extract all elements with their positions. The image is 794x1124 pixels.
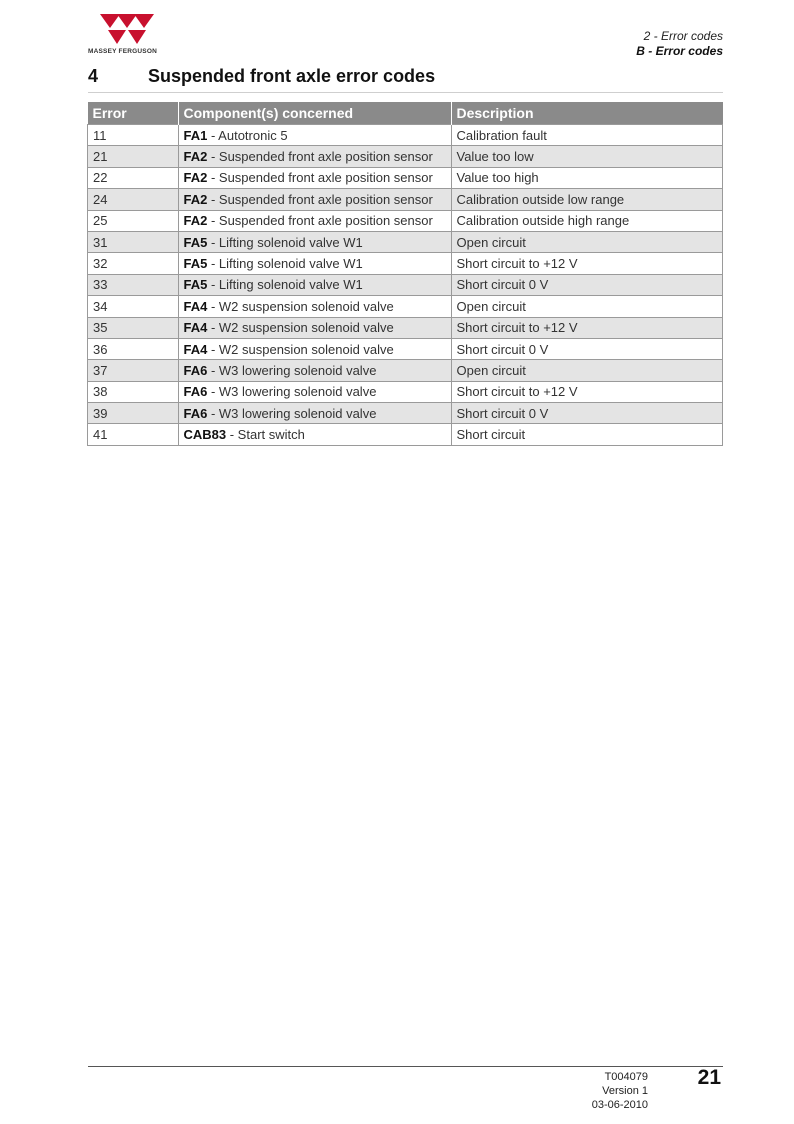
table-row (88, 189, 723, 210)
table-row (88, 210, 723, 231)
component-code: FA1 (183, 127, 208, 143)
header-description: Description (451, 102, 723, 125)
component-name: - W3 lowering solenoid valve (207, 362, 377, 378)
component-code: FA2 (183, 170, 208, 186)
page-number: 21 (697, 1066, 721, 1089)
component-name: - Suspended front axle position sensor (207, 149, 433, 165)
section-title: B - Error codes (636, 44, 723, 58)
component-name: - Autotronic 5 (207, 127, 288, 143)
table-row (88, 274, 723, 295)
component-code: FA4 (183, 298, 208, 314)
table-row (88, 338, 723, 359)
error-code-cell: 41 (88, 424, 179, 445)
component-cell (178, 424, 451, 445)
component-name: - Suspended front axle position sensor (207, 191, 433, 207)
component-code: FA2 (183, 213, 208, 229)
table-row (88, 146, 723, 167)
table-row (88, 125, 723, 146)
component-cell (178, 125, 451, 146)
component-cell (178, 167, 451, 188)
table-header-row (88, 102, 723, 125)
component-code: FA2 (183, 149, 208, 165)
massey-ferguson-logo (88, 14, 166, 58)
component-cell (178, 317, 451, 338)
error-code-cell: 31 (88, 231, 179, 252)
footer-info (560, 1070, 648, 1112)
component-name: - Start switch (226, 427, 305, 443)
table-row (88, 424, 723, 445)
component-cell (178, 360, 451, 381)
error-code-cell: 33 (88, 274, 179, 295)
component-name: - Suspended front axle position sensor (207, 170, 433, 186)
component-code: FA5 (183, 277, 208, 293)
error-code-cell: 21 (88, 146, 179, 167)
description-cell: Open circuit (451, 360, 723, 381)
component-cell (178, 189, 451, 210)
component-code: FA6 (183, 384, 208, 400)
description-cell: Short circuit 0 V (451, 403, 723, 424)
component-cell (178, 253, 451, 274)
component-name: - Suspended front axle position sensor (207, 213, 433, 229)
title-text: Suspended front axle error codes (148, 66, 436, 86)
component-name: - W2 suspension solenoid valve (207, 341, 394, 357)
table-row (88, 381, 723, 402)
description-cell: Calibration outside high range (451, 210, 723, 231)
component-code: CAB83 (183, 427, 227, 443)
error-code-cell: 36 (88, 338, 179, 359)
component-code: FA6 (183, 362, 208, 378)
error-code-cell: 22 (88, 167, 179, 188)
doc-version: Version 1 (602, 1085, 648, 1097)
component-cell (178, 210, 451, 231)
table-row (88, 403, 723, 424)
footer-divider (88, 1066, 723, 1067)
description-cell: Short circuit to +12 V (451, 381, 723, 402)
description-cell: Value too high (451, 167, 723, 188)
table-row (88, 167, 723, 188)
component-name: - W2 suspension solenoid valve (207, 298, 394, 314)
description-cell: Short circuit (451, 424, 723, 445)
component-cell (178, 403, 451, 424)
component-code: FA5 (183, 256, 208, 272)
description-cell: Value too low (451, 146, 723, 167)
chapter-title: 2 - Error codes (643, 29, 723, 43)
running-header (636, 29, 723, 59)
header-error: Error (88, 102, 179, 125)
description-cell: Calibration outside low range (451, 189, 723, 210)
error-code-cell: 35 (88, 317, 179, 338)
component-name: - Lifting solenoid valve W1 (207, 277, 363, 293)
description-cell: Open circuit (451, 231, 723, 252)
component-name: - W3 lowering solenoid valve (207, 405, 377, 421)
description-cell: Calibration fault (451, 125, 723, 146)
component-cell (178, 296, 451, 317)
header-component: Component(s) concerned (178, 102, 451, 125)
logo-text: MASSEY FERGUSON (88, 48, 157, 55)
component-cell (178, 146, 451, 167)
component-name: - W2 suspension solenoid valve (207, 320, 394, 336)
triple-triangle-logo-icon (88, 14, 166, 48)
doc-code: T004079 (604, 1071, 648, 1083)
component-name: - Lifting solenoid valve W1 (207, 234, 363, 250)
description-cell: Open circuit (451, 296, 723, 317)
table-row (88, 360, 723, 381)
table-body (88, 125, 723, 446)
error-code-cell: 25 (88, 210, 179, 231)
component-code: FA5 (183, 234, 208, 250)
table-row (88, 253, 723, 274)
component-name: - W3 lowering solenoid valve (207, 384, 377, 400)
error-code-cell: 24 (88, 189, 179, 210)
doc-date: 03-06-2010 (591, 1099, 648, 1111)
error-code-cell: 38 (88, 381, 179, 402)
error-code-cell: 32 (88, 253, 179, 274)
component-code: FA4 (183, 320, 208, 336)
error-code-cell: 11 (88, 125, 179, 146)
description-cell: Short circuit 0 V (451, 274, 723, 295)
component-code: FA6 (183, 405, 208, 421)
table-row (88, 231, 723, 252)
error-code-cell: 39 (88, 403, 179, 424)
description-cell: Short circuit 0 V (451, 338, 723, 359)
component-cell (178, 338, 451, 359)
component-cell (178, 231, 451, 252)
component-code: FA4 (183, 341, 208, 357)
component-cell (178, 274, 451, 295)
page-title (88, 64, 723, 93)
error-code-cell: 34 (88, 296, 179, 317)
table-row (88, 317, 723, 338)
description-cell: Short circuit to +12 V (451, 253, 723, 274)
description-cell: Short circuit to +12 V (451, 317, 723, 338)
error-codes-table (87, 102, 723, 446)
component-code: FA2 (183, 191, 208, 207)
component-cell (178, 381, 451, 402)
error-code-cell: 37 (88, 360, 179, 381)
title-number: 4 (88, 66, 99, 86)
table-row (88, 296, 723, 317)
component-name: - Lifting solenoid valve W1 (207, 256, 363, 272)
